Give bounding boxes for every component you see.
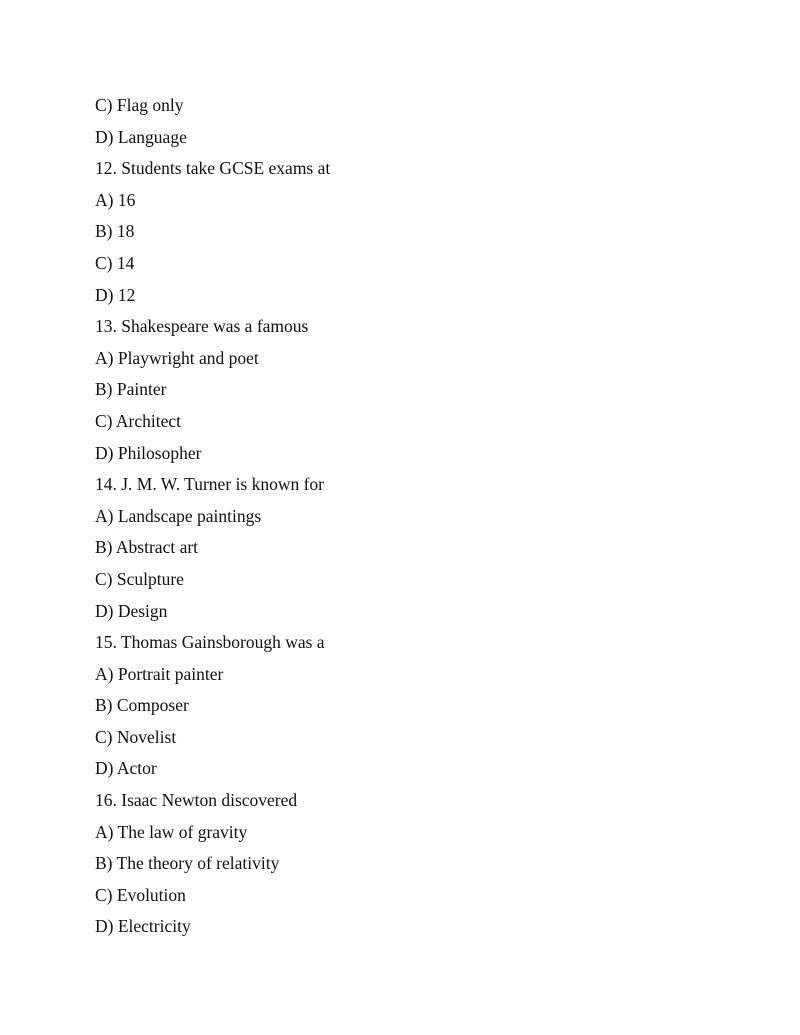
- option-line: D) 12: [95, 284, 136, 305]
- option-line: D) Philosopher: [95, 442, 202, 463]
- option-line: B) Composer: [95, 695, 189, 716]
- option-line: B) 18: [95, 221, 135, 242]
- question-line: 12. Students take GCSE exams at: [95, 158, 331, 179]
- option-line: A) Landscape paintings: [95, 505, 262, 526]
- option-line: C) Novelist: [95, 726, 177, 747]
- option-line: C) 14: [95, 252, 135, 273]
- option-line: C) Evolution: [95, 884, 186, 905]
- question-line: 13. Shakespeare was a famous: [95, 316, 309, 337]
- question-line: 16. Isaac Newton discovered: [95, 790, 298, 811]
- option-line: B) The theory of relativity: [95, 853, 280, 874]
- option-line: A) Playwright and poet: [95, 347, 259, 368]
- option-line: C) Architect: [95, 410, 182, 431]
- option-line: B) Painter: [95, 379, 167, 400]
- option-line: D) Language: [95, 126, 187, 147]
- quiz-text: [95, 94, 330, 947]
- option-line: C) Sculpture: [95, 568, 184, 589]
- option-line: A) The law of gravity: [95, 821, 248, 842]
- question-line: 15. Thomas Gainsborough was a: [95, 632, 325, 653]
- option-line: D) Design: [95, 600, 168, 621]
- option-line: A) 16: [95, 189, 136, 210]
- question-line: 14. J. M. W. Turner is known for: [95, 474, 324, 495]
- option-line: C) Flag only: [95, 95, 184, 115]
- option-line: B) Abstract art: [95, 537, 199, 558]
- option-line: D) Actor: [95, 758, 157, 779]
- option-line: D) Electricity: [95, 916, 191, 937]
- option-line: A) Portrait painter: [95, 663, 224, 684]
